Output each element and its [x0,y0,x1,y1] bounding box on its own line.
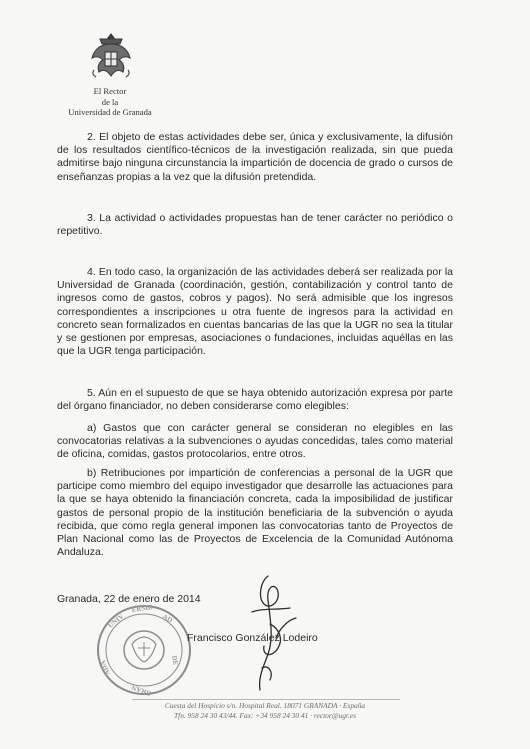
footer-contact: Tfn. 958 24 30 43/44. Fax: +34 958 24 30 41 · rector@ugr.es [174,711,356,720]
letterhead-title: El Rector [93,86,127,96]
letterhead [50,86,170,118]
paragraph-5a [57,422,453,462]
footer [0,701,530,721]
official-seal-icon [92,600,196,700]
signer-name: Francisco González Lodeiro [187,632,318,644]
signing-date: Granada, 22 de enero de 2014 [57,593,201,605]
paragraph-5b [57,467,453,559]
paragraph-3 [57,212,453,238]
letterhead-connector: de la [101,96,119,107]
letterhead-institution: Universidad de Granada [68,107,152,118]
svg-text:ERSID: ERSID [131,603,154,614]
paragraph-5 [57,387,453,413]
paragraph-3-text: 3. La actividad o actividades propuestas han de tener carácter no periódico o repetitivo. [57,212,453,238]
paragraph-5-text: 5. Aún en el supuesto de que se haya obtenido autorización expresa por parte del órgano financiador, no deben considerarse como elegibles: [57,387,453,413]
svg-text:AD: AD [161,612,174,625]
paragraph-2-text: 2. El objeto de estas actividades debe ser, única y exclusivamente, la difusión de los resultados científico-técnicos de la investigación realizada, sin que pueda admitirse bajo ninguna circunstancia la impartición de docencia de grado o cursos de enseñanzas propias a la vez que la difusión pretendida. [57,131,453,183]
footer-divider [132,699,400,700]
paragraph-2 [57,131,453,184]
svg-text:DE: DE [170,654,180,666]
university-crest-icon [86,30,136,82]
paragraph-4-text: 4. En todo caso, la organización de las actividades deberá ser realizada por la Universidad de Granada (coordinación, gestión, contabilización y control tanto de ingresos como de gastos, cobros y pagos). No será admisible que los ingresos correspondientes a inscripciones u otra fuente de ingresos para la actividad en concreto sean formalizados en cuentas bancarias de las que la UGR no sea la titular y se gestionen por empresas, asociaciones o fundaciones, incluidas aquéllas en las que la UGR tenga participación. [57,266,453,358]
paragraph-5a-text: a) Gastos que con carácter general se consideran no elegibles en las convocatorias relativas a la subvenciones o ayudas concedidas, tales como material de oficina, comidas, gastos protocolarios, entre otros. [57,422,453,461]
footer-address: Cuesta del Hospicio s/n. Hospital Real. 18071 GRANADA · España [164,701,366,710]
paragraph-4 [57,266,453,358]
svg-text:GRAN: GRAN [130,683,153,698]
svg-text:UNIV: UNIV [106,612,126,630]
svg-text:ADA: ADA [98,659,112,677]
paragraph-5b-text: b) Retribuciones por impartición de conferencias a personal de la UGR que participe como miembro del equipo investigador que desarrolle las actuaciones para la que se haya obtenido la financiación concreta, cada la imposibilidad de justificar gastos de personal propio de la institución beneficiaria de la subvención o ayuda recibida, que como regla general imponen las convocatorias tanto de Proyectos de Plan Nacional como las de Proyectos de Excelencia de la Comunidad Autónoma Andaluza. [57,467,453,559]
